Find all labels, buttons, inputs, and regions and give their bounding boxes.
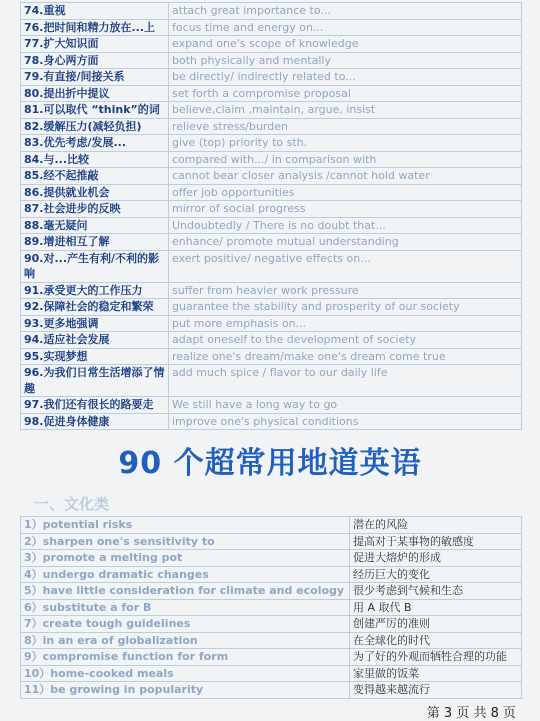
chinese-cell: 为了好的外观而牺牲合理的功能 [350,649,522,666]
english-cell: add much spice / flavor to our daily life [169,365,522,397]
table-row [21,102,522,119]
table-row [21,665,522,682]
chinese-cell: 91.承受更大的工作压力 [21,282,169,299]
table-row [21,3,522,20]
english-cell: be directly/ indirectly related to... [169,69,522,86]
english-cell: focus time and energy on... [169,19,522,36]
table-row [21,282,522,299]
chinese-cell: 在全球化的时代 [350,632,522,649]
chinese-cell: 93.更多地强调 [21,315,169,332]
english-cell: 6）substitute a for B [21,599,350,616]
english-cell: compared with.../ in comparison with [169,151,522,168]
chinese-cell: 74.重视 [21,3,169,20]
table-row [21,234,522,251]
english-cell: 3）promote a melting pot [21,550,350,567]
table-row [21,566,522,583]
table-row [21,632,522,649]
chinese-cell: 83.优先考虑/发展... [21,135,169,152]
chinese-cell: 95.实现梦想 [21,348,169,365]
table-row [21,332,522,349]
english-cell: both physically and mentally [169,52,522,69]
chinese-cell: 用 A 取代 B [350,599,522,616]
chinese-cell: 92.保障社会的稳定和繁荣 [21,299,169,316]
table-row [21,250,522,282]
table-row [21,201,522,218]
table-row [21,517,522,534]
chinese-cell: 创建严厉的准则 [350,616,522,633]
table-row [21,19,522,36]
english-cell: mirror of social progress [169,201,522,218]
english-cell: set forth a compromise proposal [169,85,522,102]
chinese-cell: 87.社会进步的反映 [21,201,169,218]
chinese-cell: 85.经不起推敲 [21,168,169,185]
english-cell: believe,claim ,maintain, argue, insist [169,102,522,119]
table-row [21,52,522,69]
english-cell: 9）compromise function for form [21,649,350,666]
chinese-cell: 88.毫无疑问 [21,217,169,234]
chinese-cell: 97.我们还有很长的路要走 [21,397,169,414]
english-cell: 1）potential risks [21,517,350,534]
chinese-cell: 78.身心两方面 [21,52,169,69]
table-row [21,533,522,550]
english-cell: Undoubtedly / There is no doubt that... [169,217,522,234]
english-cell: 4）undergo dramatic changes [21,566,350,583]
phrase-table-2 [20,516,522,699]
table-row [21,69,522,86]
chinese-cell: 81.可以取代 “think”的词 [21,102,169,119]
chinese-cell: 提高对于某事物的敏感度 [350,533,522,550]
english-cell: put more emphasis on... [169,315,522,332]
english-cell: offer job opportunities [169,184,522,201]
chinese-cell: 82.缓解压力(减轻负担) [21,118,169,135]
table-row [21,682,522,699]
english-cell: 11）be growing in popularity [21,682,350,699]
table-row [21,413,522,430]
chinese-cell: 96.为我们日常生活增添了情趣 [21,365,169,397]
chinese-cell: 98.促进身体健康 [21,413,169,430]
table-row [21,616,522,633]
table-row [21,583,522,600]
chinese-cell: 89.增进相互了解 [21,234,169,251]
english-cell: exert positive/ negative effects on... [169,250,522,282]
table-row [21,36,522,53]
chinese-cell: 促进大熔炉的形成 [350,550,522,567]
chinese-cell: 经历巨大的变化 [350,566,522,583]
english-cell: 5）have little consideration for climate and ecology [21,583,350,600]
table-row [21,550,522,567]
table-row [21,348,522,365]
chinese-cell: 94.适应社会发展 [21,332,169,349]
chinese-cell: 潜在的风险 [350,517,522,534]
table-row [21,151,522,168]
english-cell: We still have a long way to go [169,397,522,414]
chinese-cell: 90.对...产生有利/不利的影响 [21,250,169,282]
table-row [21,397,522,414]
page-title: 90 个超常用地道英语 [118,446,422,481]
english-cell: give (top) priority to sth. [169,135,522,152]
table-row [21,217,522,234]
chinese-cell: 77.扩大知识面 [21,36,169,53]
english-cell: improve one's physical conditions [169,413,522,430]
table-row [21,299,522,316]
table-row [21,315,522,332]
table-row [21,599,522,616]
table-row [21,168,522,185]
english-cell: guarantee the stability and prosperity of our society [169,299,522,316]
english-cell: cannot bear closer analysis /cannot hold water [169,168,522,185]
english-cell: attach great importance to... [169,3,522,20]
chinese-cell: 76.把时间和精力放在...上 [21,19,169,36]
english-cell: 7）create tough guidelines [21,616,350,633]
chinese-cell: 很少考虑到气候和生态 [350,583,522,600]
english-cell: 2）sharpen one's sensitivity to [21,533,350,550]
phrase-table-1 [20,2,522,430]
english-cell: relieve stress/burden [169,118,522,135]
chinese-cell: 家里做的饭菜 [350,665,522,682]
english-cell: adapt oneself to the development of society [169,332,522,349]
english-cell: expand one's scope of knowledge [169,36,522,53]
page-number: 第 3 页 共 8 页 [426,706,516,721]
english-cell: 8）in an era of globalization [21,632,350,649]
english-cell: enhance/ promote mutual understanding [169,234,522,251]
chinese-cell: 84.与...比较 [21,151,169,168]
table-row [21,135,522,152]
english-cell: 10）home-cooked meals [21,665,350,682]
table-row [21,184,522,201]
chinese-cell: 79.有直接/间接关系 [21,69,169,86]
table-row [21,365,522,397]
section-heading: 一、文化类 [34,495,110,513]
table-row [21,118,522,135]
chinese-cell: 80.提出折中提议 [21,85,169,102]
english-cell: suffer from heavier work pressure [169,282,522,299]
table-row [21,649,522,666]
table-row [21,85,522,102]
chinese-cell: 86.提供就业机会 [21,184,169,201]
english-cell: realize one's dream/make one's dream come true [169,348,522,365]
chinese-cell: 变得越来越流行 [350,682,522,699]
